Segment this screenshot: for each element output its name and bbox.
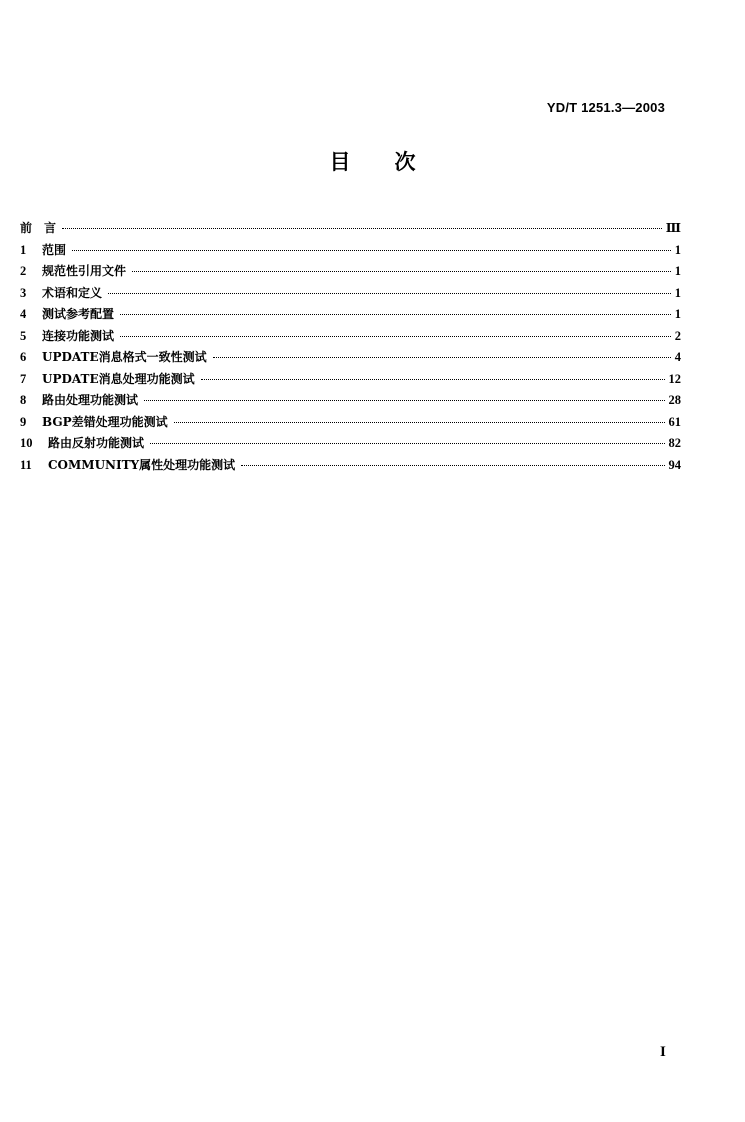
toc-title <box>0 146 745 176</box>
toc-title-char-1: 目 <box>329 150 351 174</box>
toc-entry-5[interactable] <box>20 327 681 349</box>
page-number: I <box>660 1044 666 1060</box>
toc-entry-page: 1 <box>674 242 681 257</box>
toc-dot-leader <box>120 336 671 337</box>
toc-entry-4[interactable] <box>20 305 681 327</box>
toc-dot-leader <box>201 379 665 380</box>
toc-entry-page: 82 <box>668 436 681 450</box>
toc-entry-label: 范围 <box>42 242 67 257</box>
toc-entry-label: 规范性引用文件 <box>42 264 127 278</box>
toc-dot-leader <box>132 271 671 272</box>
toc-entry-label: 路由处理功能测试 <box>42 393 139 407</box>
toc-dot-leader <box>174 422 665 423</box>
toc-entry-label: 路由反射功能测试 <box>48 436 145 450</box>
toc-dot-leader <box>150 443 664 444</box>
toc-entry-number: 5 <box>20 328 27 343</box>
toc-entry-page: 61 <box>668 414 681 429</box>
toc-dot-leader <box>241 465 664 466</box>
toc-entry-10[interactable] <box>20 434 681 456</box>
toc-entry-number: 10 <box>20 436 33 450</box>
toc-entry-page: 94 <box>668 457 681 472</box>
toc-entry-label: COMMUNITY属性处理功能测试 <box>48 457 236 472</box>
toc-dot-leader <box>108 293 671 294</box>
toc-dot-leader <box>144 400 664 401</box>
toc-entry-label: UPDATE消息处理功能测试 <box>42 371 195 386</box>
toc-entry-page: 1 <box>674 285 681 300</box>
toc-entry-label: 术语和定义 <box>42 285 103 300</box>
toc-entry-number: 7 <box>20 371 27 386</box>
toc-dot-leader <box>213 357 671 358</box>
toc-dot-leader <box>72 250 671 251</box>
toc-entry-6[interactable] <box>20 348 681 370</box>
toc-entry-number: 9 <box>20 414 27 429</box>
toc-entry-number: 4 <box>20 307 27 321</box>
toc-entry-label: 连接功能测试 <box>42 328 115 343</box>
document-code: YD/T 1251.3—2003 <box>546 100 665 115</box>
toc-entry-2[interactable] <box>20 262 681 284</box>
toc-entry-label: 测试参考配置 <box>42 307 115 321</box>
toc-list <box>20 219 681 477</box>
toc-entry-9[interactable] <box>20 413 681 435</box>
toc-entry-page: 4 <box>674 350 681 364</box>
toc-entry-number: 3 <box>20 285 27 300</box>
toc-entry-1[interactable] <box>20 241 681 263</box>
toc-entry-number: 11 <box>20 457 32 472</box>
toc-entry-page: 28 <box>668 393 681 407</box>
toc-entry-foreword[interactable] <box>20 219 681 241</box>
toc-entry-7[interactable] <box>20 370 681 392</box>
toc-dot-leader <box>120 314 671 315</box>
toc-entry-page: 2 <box>674 328 681 343</box>
toc-entry-page: Ⅲ <box>665 221 681 235</box>
toc-entry-page: 12 <box>668 371 681 386</box>
toc-entry-label: UPDATE消息格式一致性测试 <box>42 350 207 364</box>
toc-entry-number: 2 <box>20 264 27 278</box>
toc-entry-page: 1 <box>674 264 681 278</box>
toc-entry-page: 1 <box>674 307 681 321</box>
toc-entry-label: 前 言 <box>20 221 57 235</box>
toc-entry-number: 1 <box>20 242 27 257</box>
toc-entry-number: 6 <box>20 350 27 364</box>
toc-entry-8[interactable] <box>20 391 681 413</box>
toc-entry-3[interactable] <box>20 284 681 306</box>
toc-entry-label: BGP差错处理功能测试 <box>42 414 168 429</box>
toc-title-char-2: 次 <box>394 150 416 174</box>
toc-entry-11[interactable] <box>20 456 681 478</box>
toc-entry-number: 8 <box>20 393 27 407</box>
toc-dot-leader <box>62 228 662 229</box>
